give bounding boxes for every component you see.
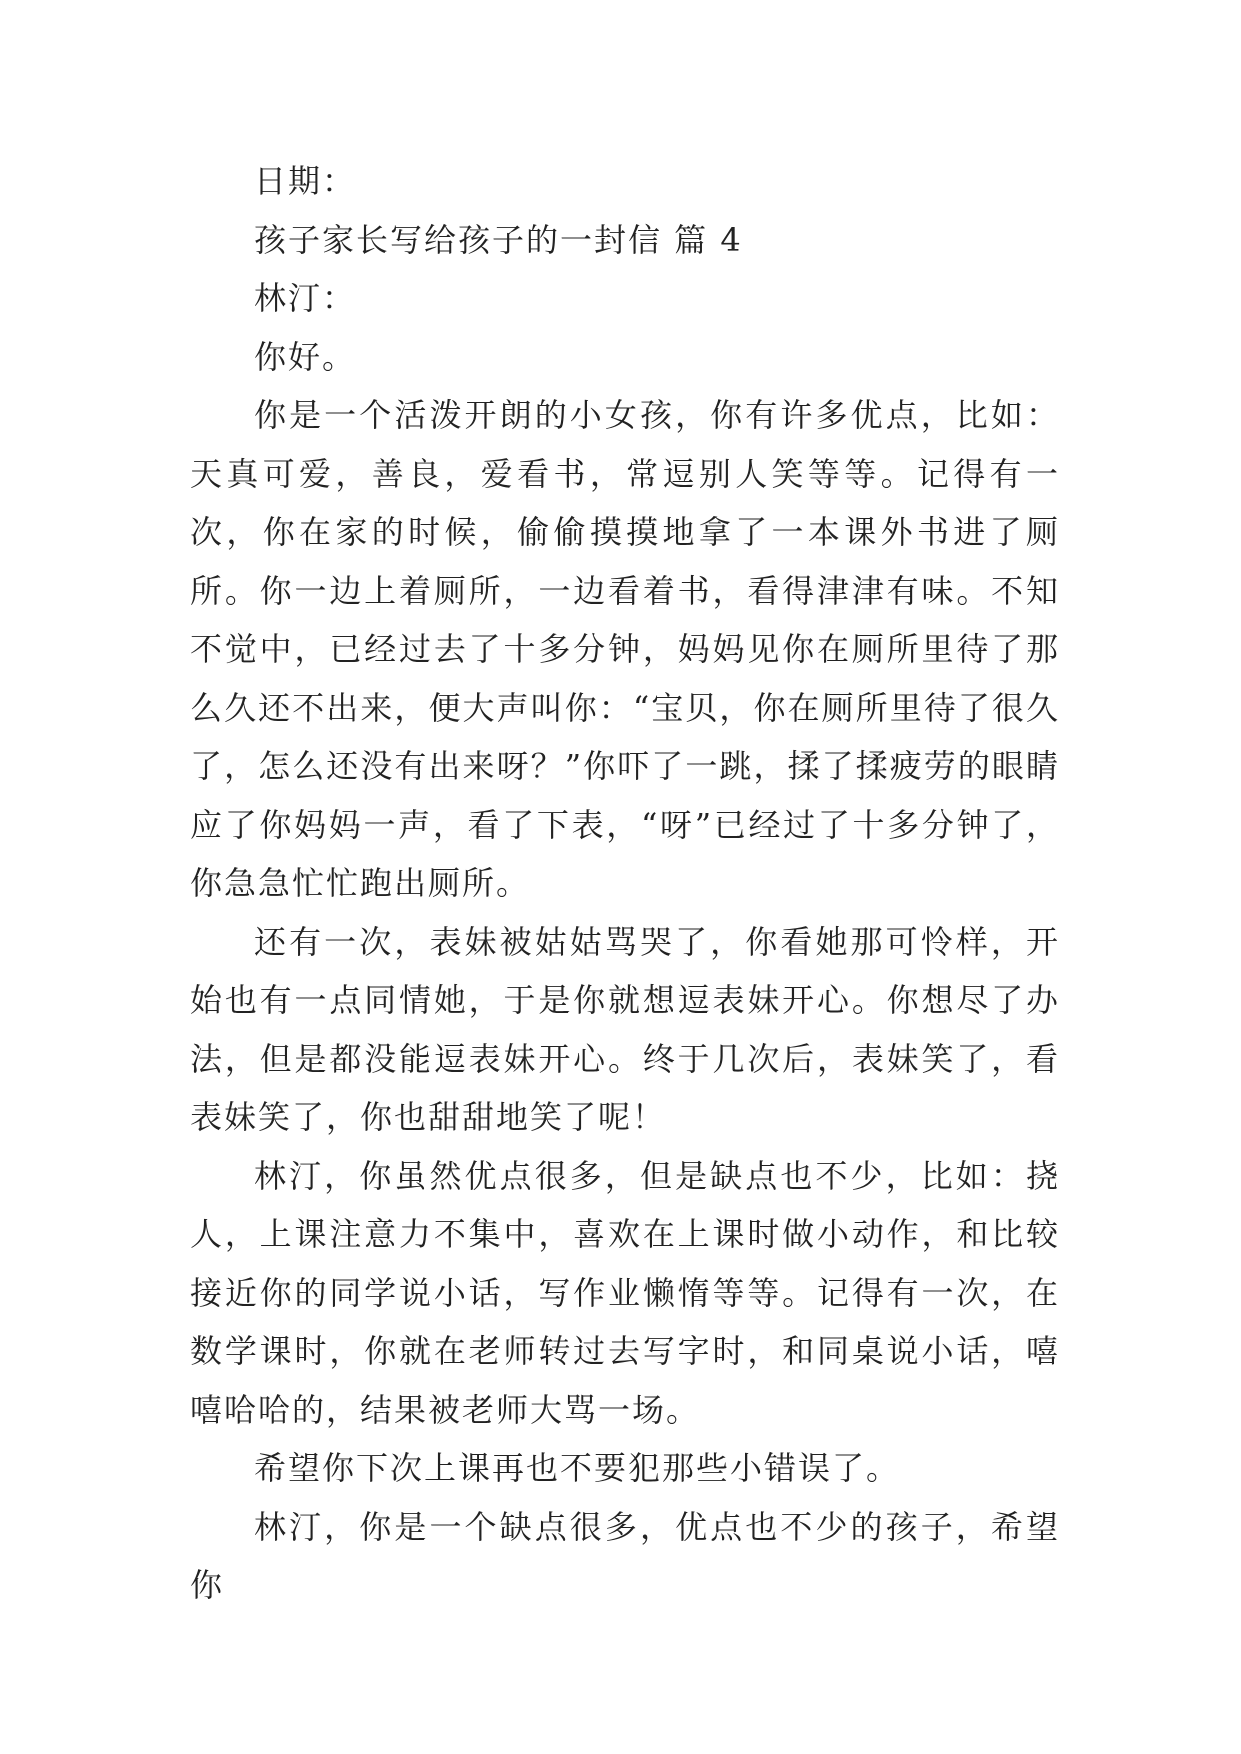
date-line: 日期： xyxy=(254,162,357,200)
letter-body xyxy=(190,152,1060,1615)
body-paragraph: 林汀，你是一个缺点很多，优点也不少的孩子，希望你 xyxy=(190,1507,1060,1604)
body-paragraph: 还有一次，表妹被姑姑骂哭了，你看她那可怜样，开始也有一点同情她，于是你就想逗表妹开心。你想尽了办法，但是都没能逗表妹开心。终于几次后，表妹笑了，看表妹笑了，你也甜甜地笑了呢！ xyxy=(190,922,1060,1136)
body-paragraph: 希望你下次上课再也不要犯那些小错误了。 xyxy=(254,1449,901,1487)
body-paragraph: 林汀，你虽然优点很多，但是缺点也不少，比如：挠人，上课注意力不集中，喜欢在上课时做小动作，和比较接近你的同学说小话，写作业懒惰等等。记得有一次，在数学课时，你就在老师转过去写字时，和同桌说小话，嘻嘻哈哈的，结果被老师大骂一场。 xyxy=(190,1156,1060,1429)
body-paragraph: 你是一个活泼开朗的小女孩，你有许多优点，比如：天真可爱，善良，爱看书，常逗别人笑等等。记得有一次，你在家的时候，偷偷摸摸地拿了一本课外书进了厕所。你一边上着厕所，一边看着书，看得津津有味。不知不觉中，已经过去了十多分钟，妈妈见你在厕所里待了那么久还不出来，便大声叫你：“宝贝，你在厕所里待了很久了，怎么还没有出来呀？”你吓了一跳，揉了揉疲劳的眼睛应了你妈妈一声，看了下表，“呀”已经过了十多分钟了，你急急忙忙跑出厕所。 xyxy=(190,396,1060,902)
greeting: 你好。 xyxy=(254,337,357,376)
salutation: 林汀： xyxy=(254,279,357,317)
section-heading: 孩子家长写给孩子的一封信 篇 4 xyxy=(254,220,743,259)
